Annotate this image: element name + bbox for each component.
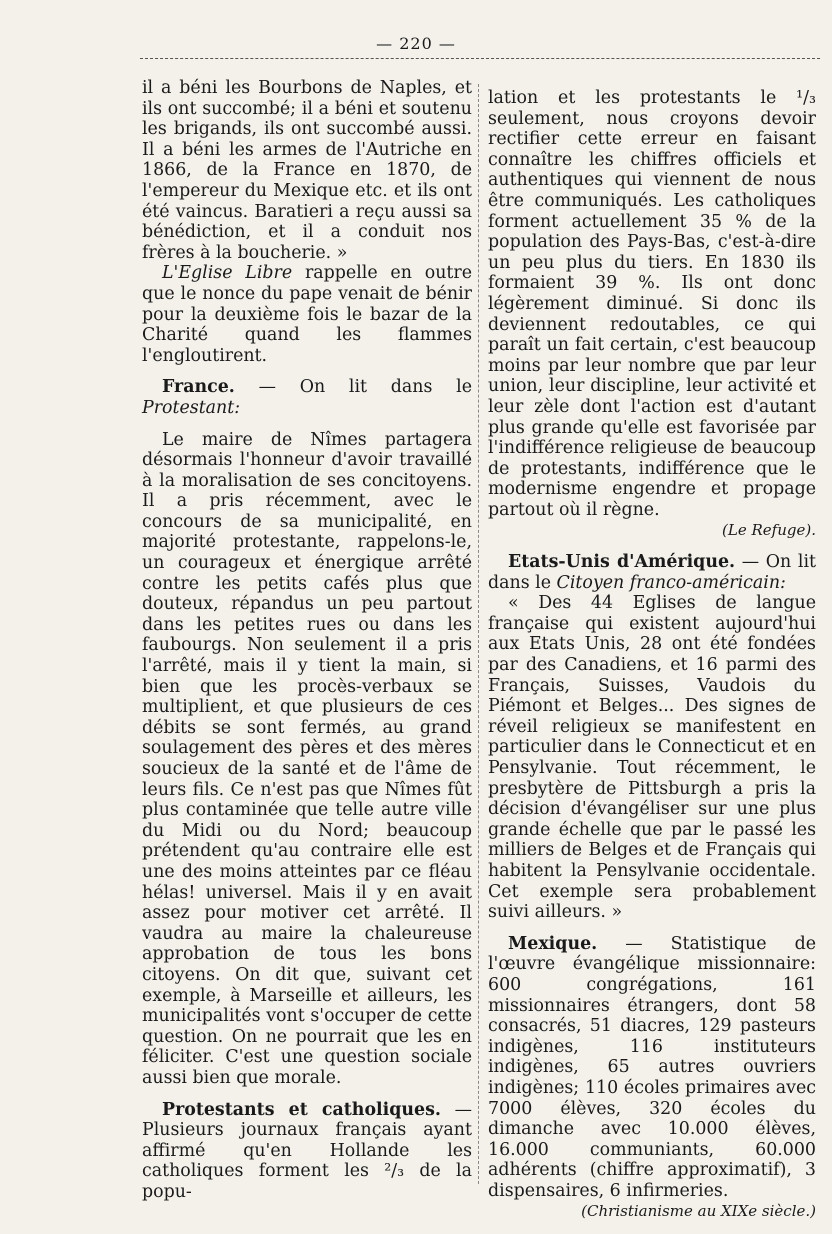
source-protestant: Protestant: [142,397,241,418]
mexique-text: — Statistique de l'œuvre évangélique missionnaire: 600 congrégations, 161 missionnaires étrangers, dont 58 consacrés, 51 diacres, 129 pasteurs indigènes, 116 instituteurs indigènes, 65 autres ouvriers indigènes; 110 écoles primaires avec 7000 élèves, 320 écoles du dimanche avec 10.000 élèves, 16.000 communiants, 60.000 adhérents (chiffre approximatif), 3 dispensaires, 6 infirmeries. [488,933,816,1201]
citation-christianisme: (Christianisme au XIXe siècle.) [581,1202,816,1221]
eglises-quote: « Des 44 Eglises de langue française qui existent aujourd'hui aux Etats Unis, 28 ont été fondées par des Canadiens, et 16 parmi des Français, Suisses, Vaudois du Piémont et Belges... Des signes de réveil religieux se manifestent en particulier dans le Connecticut et en Pensylvanie. Tout récemment, le presbytère de Pittsburgh a pris la décision d'évangéliser sur une plus grande échelle que par le passé les milliers de Belges et de Français qui habitent la Pensylvanie occidentale. Cet exemple sera probablement suivi ailleurs. » [488,593,816,923]
nimes-paragraph: Le maire de Nîmes partagera désormais l'honneur d'avoir travaillé à la moralisation de ses concitoyens. Il a pris récemment, avec le concours de sa municipalité, en majorité protestante, rappelons-le, un courageux et énergique arrêté contre les petits cafés plus que douteux, répandus un peu partout dans les petites rues ou dans les faubourgs. Non seulement il a pris l'arrêté, mais il y tient la main, si bien que les procès-verbaux se multiplient, et que plusieurs de ces débits se sont fermés, au grand soulagement des pères et des mères soucieux de la santé et de l'âme de leurs fils. Ce n'est pas que Nîmes fût plus contaminée que telle autre ville du Midi ou du Nord; beaucoup prétendent qu'au contraire elle est une des moins atteintes par ce fléau hélas! universel. Mais il y en avait assez pour motiver cet arrêté. Il vaudra au maire la chaleureuse approbation de tous les bons citoyens. On dit que, suivant cet exemple, à Marseille et ailleurs, les municipalités vont s'occuper de cette question. On ne pourrait que les en féliciter. C'est une question sociale aussi bien que morale. [142,429,472,1088]
protestants-heading: Protestants et catholiques. [162,1099,441,1120]
usa-paragraph [488,552,816,593]
france-heading: France. [162,377,235,398]
protestants-heading-paragraph [142,1100,472,1203]
france-heading-paragraph [142,377,472,418]
hollande-paragraph: lation et les protestants le ¹/₃ seulement, nous croyons devoir rectifier cette erreur en faisant connaître les chiffres officiels et authentiques qui viennent de nous être communiqués. Les catholiques forment actuellement 35 % de la population des Pays-Bas, c'est-à-dire un peu plus du tiers. En 1830 ils formaient 39 %. Ils ont donc légèrement diminué. Si donc ils deviennent redoutables, ce qui paraît un fait certain, c'est beaucoup moins par leur nombre que par leur union, leur discipline, leur activité et leur zèle dont l'action est d'autant plus grande qu'elle est favorisée par l'indifférence religieuse de beaucoup de protestants, indifférence que le modernisme engendre et propage partout où il règne. [488,88,816,520]
france-intro: — On lit dans le [234,377,472,398]
right-column [488,88,816,1222]
column-divider [478,84,479,1184]
header-rule [140,58,820,59]
bourbons-paragraph: il a béni les Bourbons de Naples, et ils ont succombé; il a béni et soutenu les brigands, ils ont succombé aussi. Il a béni les armes de l'Autriche en 1866, de la France en 1870, de l'empereur du Mexique etc. et ils ont été vaincus. Baratieri a reçu aussi sa bénédiction, et il a conduit nos frères à la boucherie. » [142,78,472,263]
eglise-libre-text: rappelle en outre que le nonce du pape venait de bénir pour la deuxième fois le bazar de la Charité quand les flammes l'engloutirent. [142,263,472,366]
source-citoyen: Citoyen franco-américain: [556,572,786,593]
protestants-text: — Plusieurs journaux français ayant affirmé qu'en Hollande les catholiques forment les ²/₃ de la popu- [142,1099,473,1202]
mexique-paragraph [488,934,816,1202]
eglise-libre-paragraph [142,263,472,366]
citation-le-refuge: (Le Refuge). [722,521,816,540]
usa-heading: Etats-Unis d'Amérique. [508,552,736,573]
source-eglise-libre: L'Eglise Libre [162,263,293,284]
mexique-heading: Mexique. [508,933,598,954]
usa-intro: — On lit dans le [488,552,816,593]
page-number: — 220 — [376,34,456,53]
left-column [142,78,472,1202]
